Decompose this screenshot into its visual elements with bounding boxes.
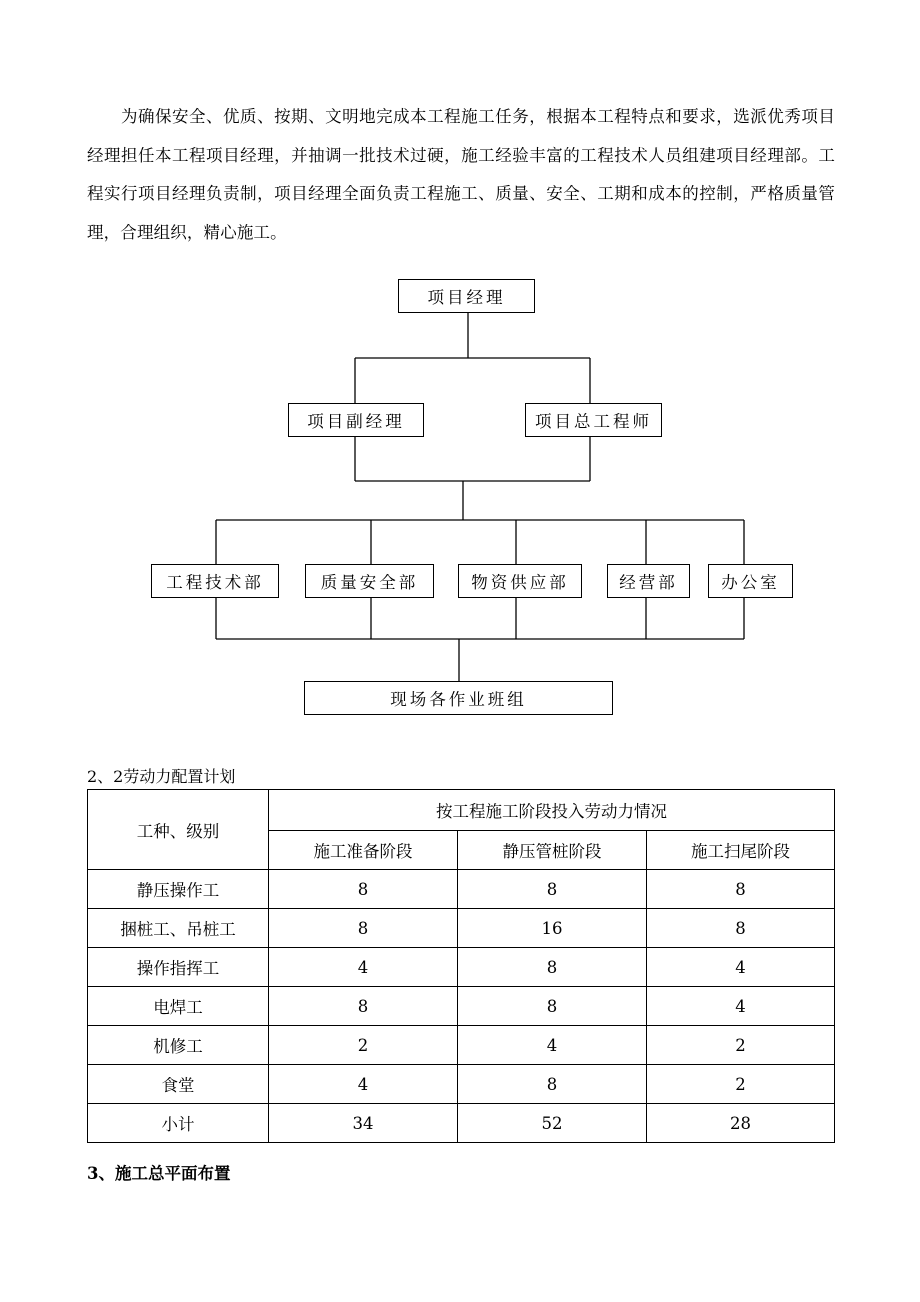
row-value: 52 (458, 1104, 647, 1143)
table-row (88, 987, 835, 1026)
header-stage-piling: 静压管桩阶段 (458, 831, 647, 870)
labor-plan-table (87, 789, 835, 1143)
org-box-materials-dept: 物资供应部 (458, 564, 582, 598)
intro-paragraph: 为确保安全、优质、按期、文明地完成本工程施工任务，根据本工程特点和要求，选派优秀项目经理担任本工程项目经理，并抽调一批技术过硬，施工经验丰富的工程技术人员组建项目经理部。工程实行项目经理负责制，项目经理全面负责工程施工、质量、安全、工期和成本的控制，严格质量管理，合理组织，精心施工。 (87, 107, 835, 242)
row-value: 8 (458, 1065, 647, 1104)
row-value: 4 (647, 948, 835, 987)
org-box-engineering-dept: 工程技术部 (151, 564, 279, 598)
row-value: 4 (458, 1026, 647, 1065)
row-value: 8 (458, 948, 647, 987)
row-value: 8 (269, 870, 458, 909)
row-value: 34 (269, 1104, 458, 1143)
row-value: 8 (647, 870, 835, 909)
row-value: 2 (269, 1026, 458, 1065)
row-work-type: 操作指挥工 (88, 948, 269, 987)
header-stage-prep: 施工准备阶段 (269, 831, 458, 870)
header-work-type: 工种、级别 (88, 790, 269, 870)
org-box-office: 办公室 (708, 564, 793, 598)
org-box-project-manager: 项目经理 (398, 279, 535, 313)
table-row (88, 1065, 835, 1104)
row-value: 16 (458, 909, 647, 948)
row-work-type: 小计 (88, 1104, 269, 1143)
row-value: 4 (269, 948, 458, 987)
header-stage-finish: 施工扫尾阶段 (647, 831, 835, 870)
row-value: 2 (647, 1065, 835, 1104)
table-row-subtotal (88, 1104, 835, 1143)
section3-heading: 3、施工总平面布置 (87, 1164, 231, 1183)
table-row (88, 909, 835, 948)
org-box-deputy-manager: 项目副经理 (288, 403, 424, 437)
row-work-type: 捆桩工、吊桩工 (88, 909, 269, 948)
org-box-chief-engineer: 项目总工程师 (525, 403, 662, 437)
header-stage-group: 按工程施工阶段投入劳动力情况 (269, 790, 835, 831)
row-value: 4 (647, 987, 835, 1026)
labor-plan-title: 2、2劳动力配置计划 (87, 767, 236, 786)
row-work-type: 静压操作工 (88, 870, 269, 909)
org-box-business-dept: 经营部 (607, 564, 690, 598)
row-work-type: 机修工 (88, 1026, 269, 1065)
row-value: 8 (458, 870, 647, 909)
row-value: 8 (458, 987, 647, 1026)
row-value: 28 (647, 1104, 835, 1143)
row-work-type: 食堂 (88, 1065, 269, 1104)
org-box-site-teams: 现场各作业班组 (304, 681, 613, 715)
org-box-quality-safety-dept: 质量安全部 (305, 564, 434, 598)
row-work-type: 电焊工 (88, 987, 269, 1026)
table-row (88, 1026, 835, 1065)
table-row (88, 948, 835, 987)
row-value: 8 (269, 987, 458, 1026)
row-value: 8 (269, 909, 458, 948)
table-row (88, 870, 835, 909)
row-value: 8 (647, 909, 835, 948)
row-value: 4 (269, 1065, 458, 1104)
table-header-row (88, 790, 835, 831)
row-value: 2 (647, 1026, 835, 1065)
